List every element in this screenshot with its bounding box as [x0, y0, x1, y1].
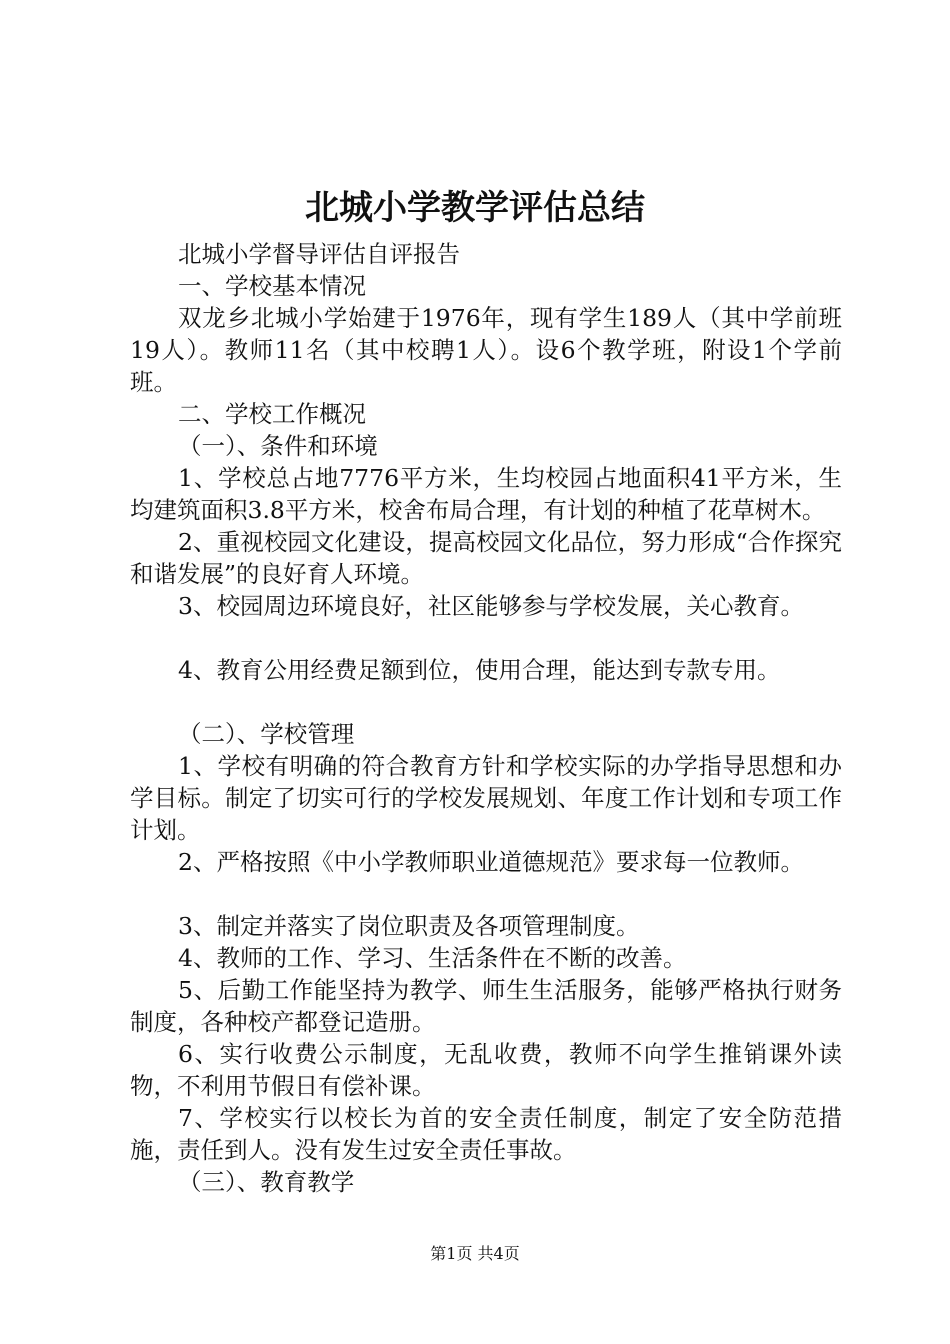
subheading-teaching: （三）、教育教学	[178, 1168, 355, 1196]
paragraph-management-6: 6、实行收费公示制度，无乱收费，教师不向学生推销课外读物，不利用节假日有偿补课。	[130, 1040, 842, 1100]
paragraph-school-basics: 双龙乡北城小学始建于1976年，现有学生189人（其中学前班19人）。教师11名（其中校聘1人）。设6个教学班，附设1个学前班。	[130, 304, 842, 396]
paragraph-conditions-2: 2、重视校园文化建设，提高校园文化品位，努力形成“合作探究和谐发展”的良好育人环境。	[130, 528, 842, 588]
paragraph-conditions-1: 1、学校总占地7776平方米，生均校园占地面积41平方米，生均建筑面积3.8平方米，校舍布局合理，有计划的种植了花草树木。	[130, 464, 842, 524]
document-body	[130, 238, 842, 1198]
document-title: 北城小学教学评估总结	[305, 188, 645, 228]
paragraph-report-title: 北城小学督导评估自评报告	[178, 240, 460, 268]
paragraph-management-3: 3、制定并落实了岗位职责及各项管理制度。	[178, 912, 640, 940]
paragraph-management-4: 4、教师的工作、学习、生活条件在不断的改善。	[178, 944, 687, 972]
page-footer: 第1页 共4页	[430, 1244, 520, 1263]
paragraph-management-1: 1、学校有明确的符合教育方针和学校实际的办学指导思想和办学目标。制定了切实可行的学校发展规划、年度工作计划和专项工作计划。	[130, 752, 842, 844]
paragraph-conditions-4: 4、教育公用经费足额到位，使用合理，能达到专款专用。	[178, 656, 781, 684]
subheading-management: （二）、学校管理	[178, 720, 355, 748]
paragraph-management-5: 5、后勤工作能坚持为教学、师生生活服务，能够严格执行财务制度，各种校产都登记造册。	[130, 976, 842, 1036]
paragraph-management-7: 7、学校实行以校长为首的安全责任制度，制定了安全防范措施，责任到人。没有发生过安全责任事故。	[130, 1104, 842, 1164]
paragraph-conditions-3: 3、校园周边环境良好，社区能够参与学校发展，关心教育。	[178, 592, 804, 620]
paragraph-management-2: 2、严格按照《中小学教师职业道德规范》要求每一位教师。	[178, 848, 804, 876]
heading-school-basics: 一、学校基本情况	[178, 272, 366, 300]
heading-work-overview: 二、学校工作概况	[178, 400, 366, 428]
subheading-conditions: （一）、条件和环境	[178, 432, 378, 460]
